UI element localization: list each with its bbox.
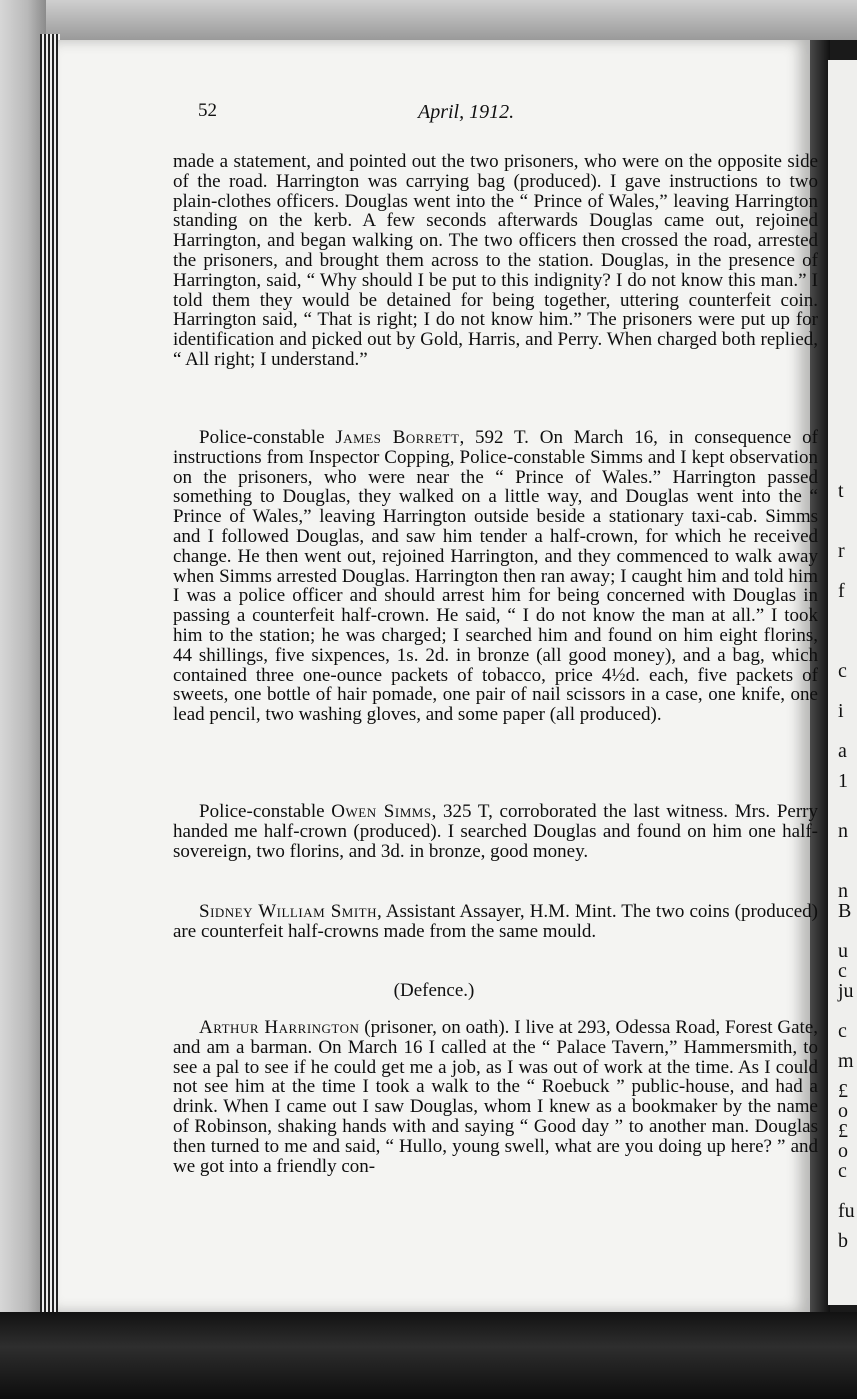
- facing-page-fragment: n: [838, 820, 848, 842]
- facing-page-fragment: £: [838, 1080, 848, 1102]
- witness-name: Arthur Harrington: [199, 1017, 360, 1038]
- scan-border-top: [0, 0, 857, 40]
- facing-page-fragment: t: [838, 480, 844, 502]
- witness-name: James Borrett: [335, 427, 460, 448]
- facing-page-fragment: o: [838, 1100, 848, 1122]
- page-header: [58, 100, 810, 140]
- facing-page-edge: [828, 60, 857, 1305]
- facing-page-fragment: o: [838, 1140, 848, 1162]
- facing-page-fragment: B: [838, 900, 852, 922]
- facing-page-fragment: n: [838, 880, 848, 902]
- testimony-borrett: Police-constable James Borrett, 592 T. On March 16, in consequence of instructions from Inspector Copping, Police-constable Simms and I kept observation on the prisoners, who were near the “ Prince of Wales.” Harrington passed something to Douglas, they walked on a little way, and Douglas went into the “ Prince of Wales,” leaving Harrington outside beside a stationary taxi-cab. Simms and I followed Douglas, and saw him tender a half-crown, for which he received change. He then went out, rejoined Harrington, and they commenced to walk away when Simms arrested Douglas. Harrington then ran away; I caught him and told him I was a police officer and should arrest him for being concerned with Douglas in passing a counterfeit half-crown. He said, “ I do not know the man at all.” I took him to the station; he was charged; I searched him and found on him eight florins, 44 shillings, five sixpences, 1s. 2d. in bronze (all good money), and a bag, which contained three one-ounce packets of tobacco, price 4½d. each, five packets of sweets, one bottle of hair pomade, one pair of nail scissors in a case, one knife, one lead pencil, two washing gloves, and some paper (all produced).: [173, 427, 819, 726]
- book-page: [58, 40, 819, 1312]
- running-head: April, 1912.: [418, 101, 515, 123]
- facing-page-fragment: fu: [838, 1200, 855, 1222]
- testimony-simms: Police-constable Owen Simms, 325 T, corroborated the last witness. Mrs. Perry handed me half-crown (produced). I searched Douglas and found on him one half-sovereign, two florins, and 3d. in bronze, good money.: [173, 801, 818, 862]
- facing-page-fragment: c: [838, 960, 847, 982]
- facing-page-fragment: c: [838, 1160, 847, 1182]
- facing-page-fragment: r: [838, 540, 845, 562]
- testimony-smith: Sidney William Smith, Assistant Assayer, H.M. Mint. The two coins (produced) are counterfeit half-crowns made from the same mould.: [173, 901, 818, 942]
- facing-page-fragment: c: [838, 660, 847, 682]
- facing-page-fragment: a: [838, 740, 847, 762]
- facing-page-fragment: i: [838, 700, 844, 722]
- page-number: 52: [198, 100, 217, 121]
- testimony-paragraph-1: made a statement, and pointed out the two prisoners, who were on the opposite side of the road. Harrington was carrying bag (produced). I gave instructions to two plain-clothes officers. Douglas went into the “ Prince of Wales,” leaving Harrington standing on the kerb. A few seconds afterwards Douglas came out, rejoined Harrington, and began walking on. The two officers then crossed the road, arrested the prisoners, and brought them across to the station. Douglas, in the presence of Harrington, said, “ Why should I be put to this indignity? I do not know this man.” I told them they would be detained for being together, uttering counterfeit coin. Harrington said, “ That is right; I do not know him.” The prisoners were put up for identification and picked out by Gold, Harris, and Perry. When charged both replied, “ All right; I understand.”: [173, 151, 818, 370]
- defence-heading: (Defence.): [393, 980, 475, 1001]
- facing-page-fragment: b: [838, 1230, 848, 1252]
- facing-page-fragment: f: [838, 580, 845, 602]
- facing-page-fragment: ju: [838, 980, 854, 1002]
- book-page-edges: [40, 34, 60, 1324]
- facing-page-fragment: 1: [838, 770, 848, 792]
- facing-page-fragment: u: [838, 940, 848, 962]
- scan-border-bottom: [0, 1312, 857, 1399]
- facing-page-fragment: £: [838, 1120, 848, 1142]
- witness-name: Owen Simms: [331, 801, 432, 822]
- facing-page-fragment: m: [838, 1050, 854, 1072]
- facing-page-fragment: c: [838, 1020, 847, 1042]
- witness-name: Sidney William Smith: [199, 901, 377, 922]
- testimony-harrington: Arthur Harrington (prisoner, on oath). I live at 293, Odessa Road, Forest Gate, and am a barman. On March 16 I called at the “ Palace Tavern,” Hammersmith, to see a pal to see if he could get me a job, as I was out of work at the time. As I could not see him at the time I took a walk to the “ Roebuck ” public-house, and had a drink. When I came out I saw Douglas, whom I knew as a bookmaker by the name of Robinson, shaking hands with and saying “ Good day ” to another man. Douglas then turned to me and said, “ Hullo, young swell, what are you doing up here? ” and we got into a friendly con-: [173, 1017, 818, 1177]
